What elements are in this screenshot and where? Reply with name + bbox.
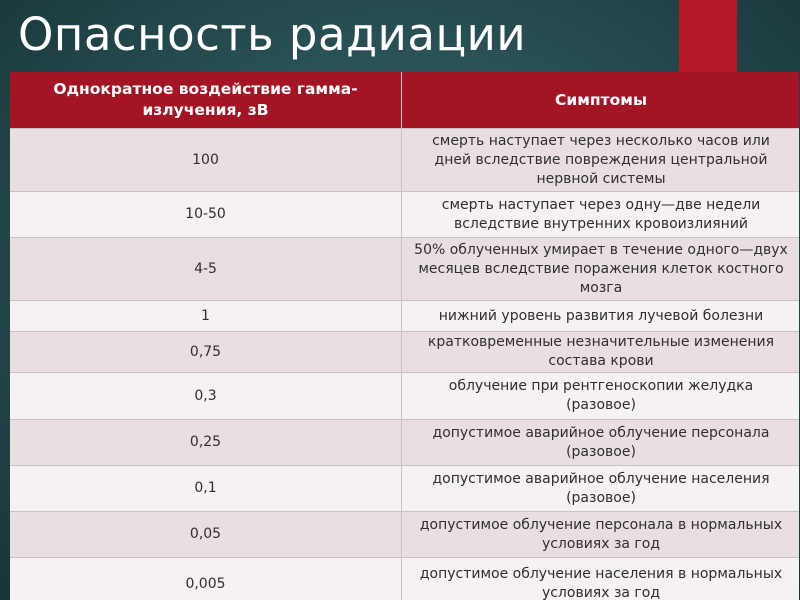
symptoms-cell: облучение при рентгеноскопии желудка (разовое) [402, 373, 799, 419]
dose-cell: 0,1 [10, 466, 401, 511]
radiation-table [10, 72, 799, 600]
symptoms-cell: допустимое аварийное облучение персонала (разовое) [402, 420, 799, 465]
dose-cell: 0,75 [10, 332, 401, 372]
dose-cell: 10-50 [10, 192, 401, 237]
symptoms-cell: допустимое облучение населения в нормальных условиях за год [402, 558, 799, 600]
symptoms-cell: 50% облученных умирает в течение одного—двух месяцев вследствие поражения клеток костного мозга [402, 238, 799, 300]
symptoms-cell: смерть наступает через несколько часов или дней вследствие повреждения центральной нервной системы [402, 129, 799, 191]
accent-bar [679, 0, 737, 72]
symptoms-cell: кратковременные незначительные изменения состава крови [402, 332, 799, 372]
symptoms-cell: нижний уровень развития лучевой болезни [402, 301, 799, 331]
dose-cell: 0,05 [10, 512, 401, 557]
dose-cell: 0,25 [10, 420, 401, 465]
symptoms-cell: допустимое аварийное облучение населения (разовое) [402, 466, 799, 511]
dose-cell: 1 [10, 301, 401, 331]
dose-cell: 4-5 [10, 238, 401, 300]
column-header-symptoms: Симптомы [402, 72, 799, 128]
symptoms-cell: смерть наступает через одну—две недели вследствие внутренних кровоизлияний [402, 192, 799, 237]
dose-cell: 100 [10, 129, 401, 191]
dose-cell: 0,3 [10, 373, 401, 419]
column-header-dose: Однократное воздействие гамма-излучения, зВ [10, 72, 401, 128]
dose-cell: 0,005 [10, 558, 401, 600]
symptoms-cell: допустимое облучение персонала в нормальных условиях за год [402, 512, 799, 557]
slide-title: Опасность радиации [18, 8, 527, 61]
